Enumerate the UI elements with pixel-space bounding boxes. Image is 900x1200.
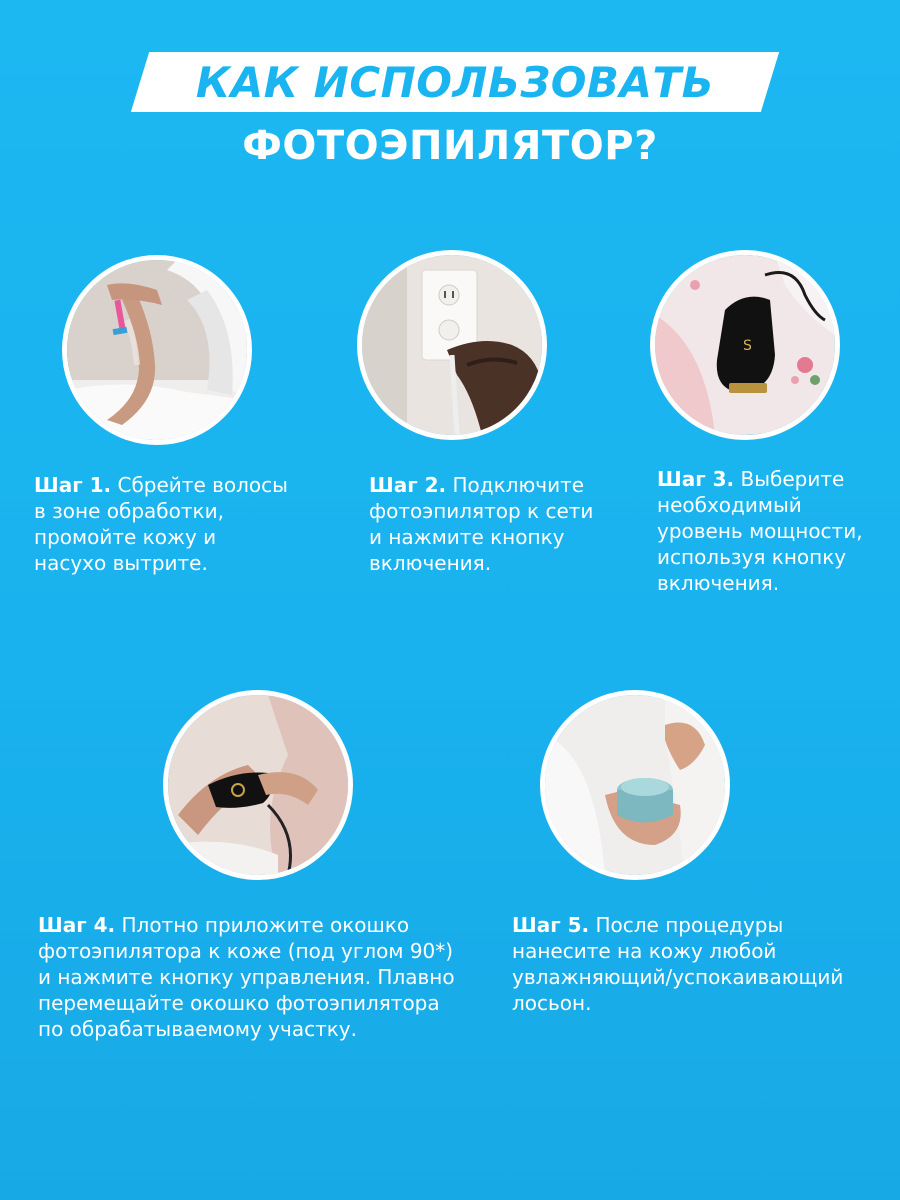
device-on-arm-illustration	[168, 695, 348, 875]
step-3-line-2: необходимый	[657, 493, 802, 517]
step-3-label: Шаг 3.	[657, 467, 735, 491]
step-3-line-3: уровень мощности,	[657, 519, 863, 543]
step-5-line-4: лосьон.	[512, 991, 592, 1015]
lotion-jar-photo-icon	[540, 690, 730, 880]
step-1-text	[34, 472, 288, 576]
step-4-text	[38, 912, 455, 1042]
step-1-line-3: промойте кожу и	[34, 525, 217, 549]
step-2-line-3: и нажмите кнопку	[369, 525, 565, 549]
step-4-line-3: и нажмите кнопку управления. Плавно	[38, 965, 455, 989]
device-on-fabric-illustration	[655, 255, 835, 435]
step-2-line-1: Подключите	[446, 473, 585, 497]
page-title-line2: ФОТОЭПИЛЯТОР?	[242, 123, 658, 169]
step-4-label: Шаг 4.	[38, 913, 116, 937]
step-1-line-4: насухо вытрите.	[34, 551, 208, 575]
svg-text:S: S	[743, 338, 752, 354]
step-1-line-1: Сбрейте волосы	[111, 473, 288, 497]
step-2-label: Шаг 2.	[369, 473, 447, 497]
step-4-line-1: Плотно приложите окошко	[115, 913, 410, 937]
step-3-line-5: включения.	[657, 571, 780, 595]
step-2-line-2: фотоэпилятор к сети	[369, 499, 594, 523]
step-2-line-4: включения.	[369, 551, 492, 575]
step-4-line-2: фотоэпилятора к коже (под углом 90*)	[38, 939, 454, 963]
step-4-line-5: по обрабатываемому участку.	[38, 1017, 358, 1041]
step-2-text	[369, 472, 593, 576]
leg-shaving-photo-icon	[62, 255, 252, 445]
step-1-line-2: в зоне обработки,	[34, 499, 224, 523]
step-5-line-1: После процедуры	[589, 913, 784, 937]
step-5-text	[512, 912, 843, 1016]
leg-shaving-illustration	[67, 260, 247, 440]
step-5-line-2: нанесите на кожу любой	[512, 939, 777, 963]
page-title-line1: КАК ИСПОЛЬЗОВАТЬ	[195, 57, 715, 107]
power-outlet-photo-icon	[357, 250, 547, 440]
device-on-arm-photo-icon	[163, 690, 353, 880]
step-1-label: Шаг 1.	[34, 473, 112, 497]
step-3-text	[657, 466, 863, 596]
device-on-fabric-photo-icon	[650, 250, 840, 440]
lotion-jar-illustration	[545, 695, 725, 875]
step-5-line-3: увлажняющий/успокаивающий	[512, 965, 844, 989]
step-3-line-4: используя кнопку	[657, 545, 847, 569]
power-outlet-illustration	[362, 255, 542, 435]
step-4-line-4: перемещайте окошко фотоэпилятора	[38, 991, 440, 1015]
step-5-label: Шаг 5.	[512, 913, 590, 937]
step-3-line-1: Выберите	[734, 467, 845, 491]
